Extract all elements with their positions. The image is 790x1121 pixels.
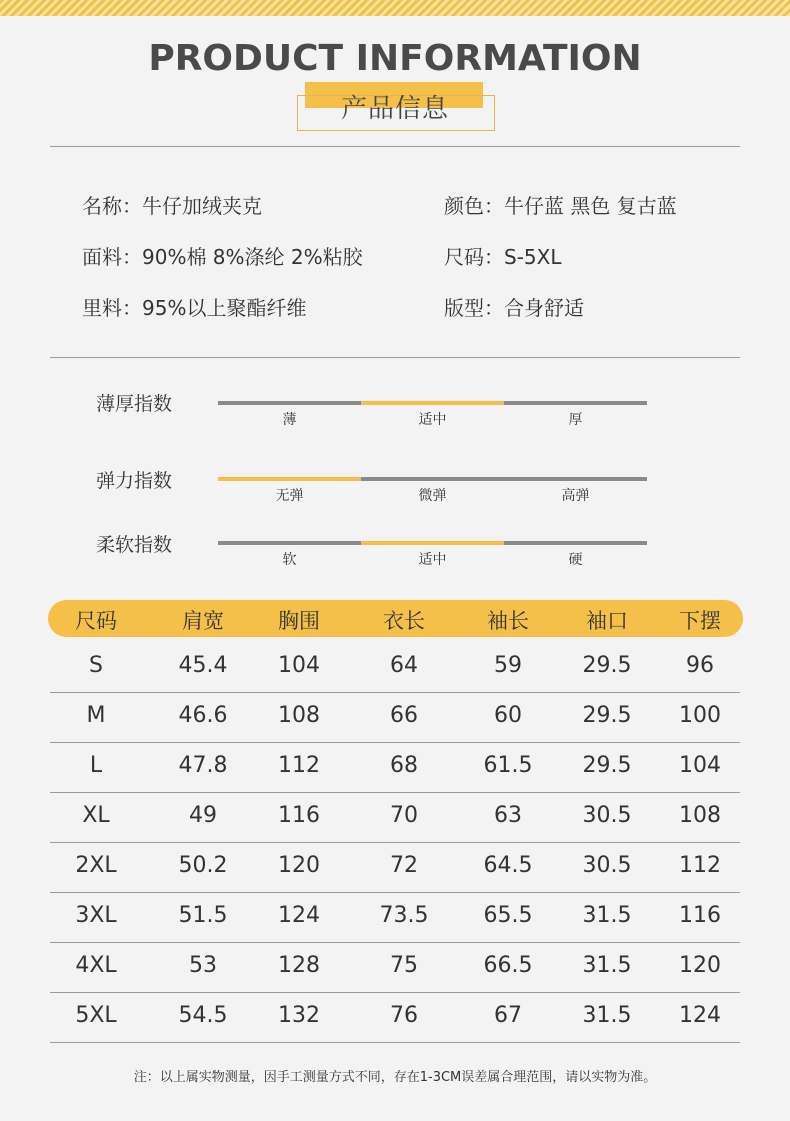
- table-cell: 104: [679, 753, 721, 778]
- index-option-label: 无弹: [275, 488, 304, 504]
- table-row: [50, 943, 740, 993]
- table-cell: 75: [390, 953, 418, 978]
- index-option-label: 适中: [418, 552, 447, 568]
- table-cell: 64.5: [483, 853, 533, 878]
- table-cell: 49: [189, 803, 217, 828]
- table-cell: 76: [390, 1003, 418, 1028]
- index-label: 柔软指数: [96, 534, 173, 556]
- table-cell: 53: [189, 953, 217, 978]
- table-cell: 64: [390, 653, 418, 678]
- table-cell: 108: [278, 703, 320, 728]
- column-header: 胸围: [278, 609, 320, 633]
- table-cell: 31.5: [582, 1003, 632, 1028]
- table-row: [50, 743, 740, 793]
- table-cell: L: [89, 753, 103, 778]
- table-cell: 63: [494, 803, 522, 828]
- table-cell: 116: [278, 803, 320, 828]
- table-cell: 73.5: [379, 903, 429, 928]
- table-cell: 47.8: [178, 753, 228, 778]
- table-cell: 66.5: [483, 953, 533, 978]
- table-cell: 67: [494, 1003, 522, 1028]
- table-cell: 46.6: [178, 703, 228, 728]
- table-cell: 4XL: [75, 953, 117, 978]
- column-header: 肩宽: [182, 609, 224, 633]
- table-cell: 68: [390, 753, 418, 778]
- column-header: 下摆: [679, 609, 721, 633]
- spec-fit: 版型：合身舒适: [444, 296, 584, 320]
- index-option-label: 软: [282, 552, 297, 568]
- index-segment: [504, 401, 647, 405]
- table-cell: 120: [278, 853, 320, 878]
- column-header: 袖口: [586, 609, 628, 633]
- table-cell: M: [86, 703, 106, 728]
- index-option-label: 硬: [568, 552, 583, 568]
- table-cell: 132: [278, 1003, 320, 1028]
- table-cell: 112: [278, 753, 320, 778]
- table-cell: 51.5: [178, 903, 228, 928]
- table-cell: 3XL: [75, 903, 117, 928]
- spec-lining: 里料：95%以上聚酯纤维: [82, 296, 307, 320]
- spec-size: 尺码：S-5XL: [444, 245, 562, 269]
- table-cell: 50.2: [178, 853, 228, 878]
- index-option-label: 厚: [568, 412, 583, 428]
- table-cell: 30.5: [582, 853, 632, 878]
- index-option-label: 微弹: [418, 488, 447, 504]
- divider: [50, 146, 740, 147]
- table-cell: 61.5: [483, 753, 533, 778]
- table-row: [50, 793, 740, 843]
- table-cell: 65.5: [483, 903, 533, 928]
- index-segment: [218, 541, 361, 545]
- index-segment: [361, 477, 504, 481]
- table-cell: 70: [390, 803, 418, 828]
- table-cell: S: [89, 653, 103, 678]
- table-cell: 128: [278, 953, 320, 978]
- table-cell: 31.5: [582, 903, 632, 928]
- index-segment: [504, 477, 647, 481]
- column-header: 尺码: [75, 609, 117, 633]
- table-cell: 5XL: [75, 1003, 117, 1028]
- decorative-stripe: [0, 0, 790, 16]
- table-row: [50, 993, 740, 1043]
- table-row: [50, 643, 740, 693]
- table-cell: 112: [679, 853, 721, 878]
- table-cell: 60: [494, 703, 522, 728]
- table-cell: 104: [278, 653, 320, 678]
- spec-fabric: 面料：90%棉 8%涤纶 2%粘胶: [82, 245, 363, 269]
- column-header: 衣长: [383, 609, 425, 633]
- table-cell: 72: [390, 853, 418, 878]
- table-cell: 45.4: [178, 653, 228, 678]
- table-cell: 124: [278, 903, 320, 928]
- table-row: [50, 693, 740, 743]
- table-cell: 29.5: [582, 703, 632, 728]
- table-cell: 31.5: [582, 953, 632, 978]
- table-cell: 30.5: [582, 803, 632, 828]
- index-segment-selected: [361, 541, 504, 545]
- table-cell: 59: [494, 653, 522, 678]
- table-cell: 29.5: [582, 753, 632, 778]
- table-cell: 108: [679, 803, 721, 828]
- table-cell: XL: [82, 803, 110, 828]
- table-cell: 66: [390, 703, 418, 728]
- index-segment: [218, 401, 361, 405]
- table-row: [50, 893, 740, 943]
- table-cell: 120: [679, 953, 721, 978]
- table-cell: 116: [679, 903, 721, 928]
- table-cell: 124: [679, 1003, 721, 1028]
- measurement-note: 注：以上属实物测量，因手工测量方式不同，存在1-3CM误差属合理范围，请以实物为准。: [133, 1070, 657, 1085]
- index-option-label: 高弹: [561, 488, 590, 504]
- index-option-label: 薄: [282, 412, 297, 428]
- table-cell: 54.5: [178, 1003, 228, 1028]
- page-title: PRODUCT INFORMATION: [148, 38, 642, 79]
- index-label: 薄厚指数: [96, 393, 173, 415]
- table-row: [50, 843, 740, 893]
- divider: [50, 357, 740, 358]
- row-divider: [50, 1042, 740, 1043]
- spec-color: 颜色：牛仔蓝 黑色 复古蓝: [444, 194, 677, 218]
- table-cell: 100: [679, 703, 721, 728]
- index-option-label: 适中: [418, 412, 447, 428]
- page-subtitle: 产品信息: [340, 94, 449, 124]
- index-segment-selected: [361, 401, 504, 405]
- index-label: 弹力指数: [96, 470, 173, 492]
- table-cell: 29.5: [582, 653, 632, 678]
- table-cell: 2XL: [75, 853, 117, 878]
- spec-name: 名称：牛仔加绒夹克: [82, 194, 262, 218]
- index-segment-selected: [218, 477, 361, 481]
- index-segment: [504, 541, 647, 545]
- column-header: 袖长: [487, 609, 529, 633]
- table-cell: 96: [686, 653, 714, 678]
